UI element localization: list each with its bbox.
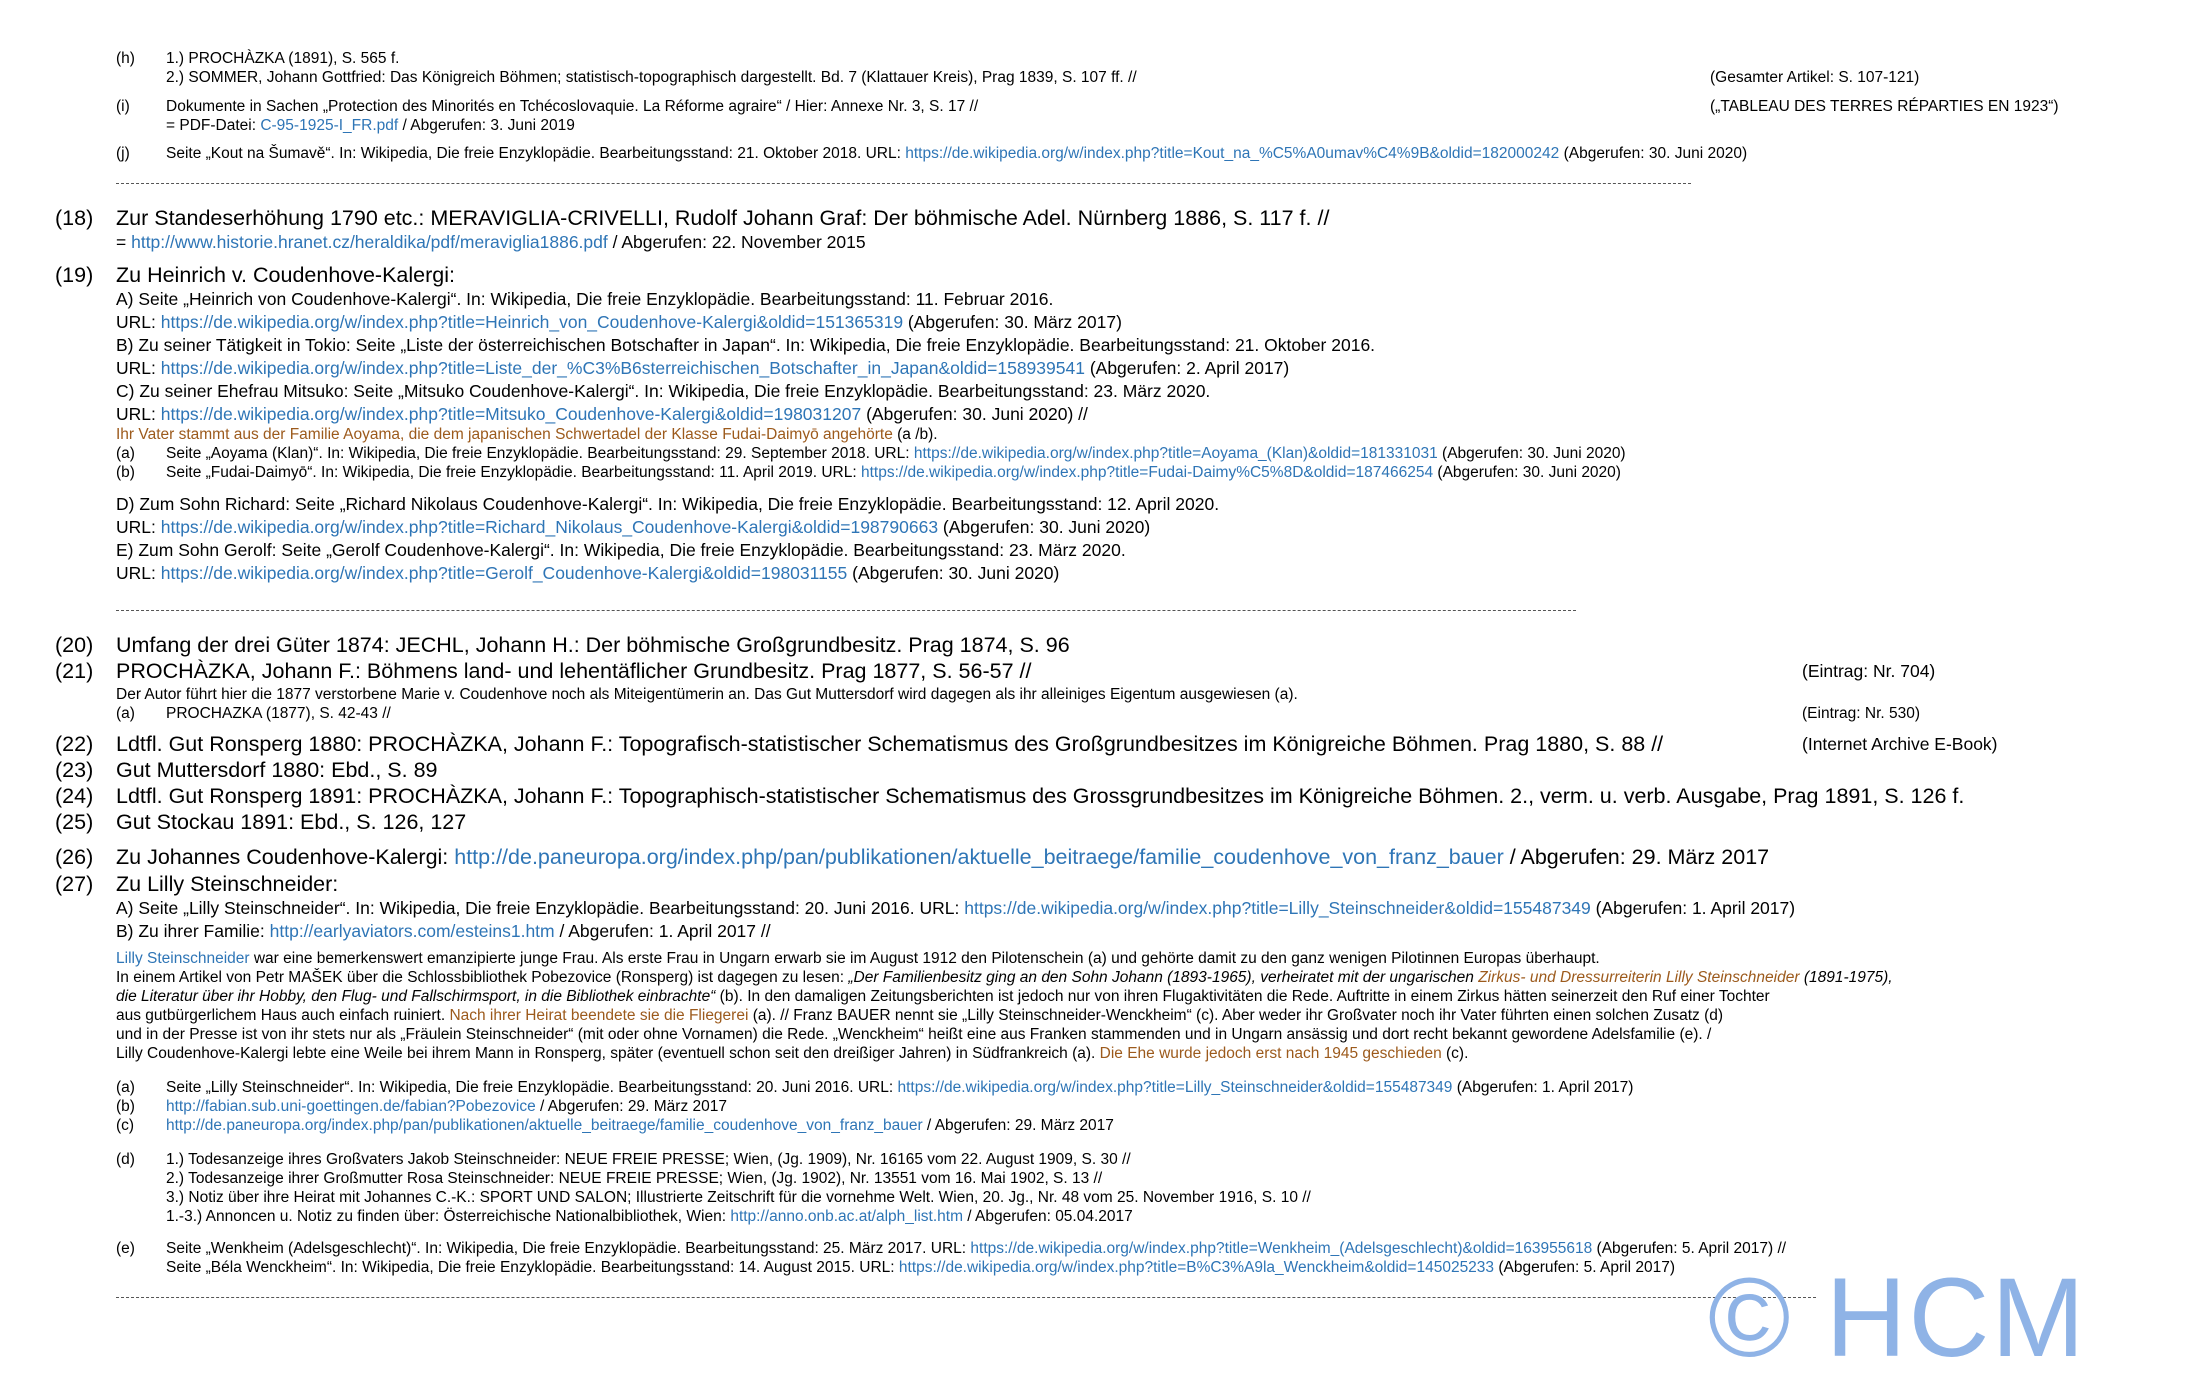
note-27-e-line-2: Seite „Béla Wenckheim“. In: Wikipedia, Die freie Enzyklopädie. Bearbeitungsstand: 14. August 2015. URL: https://de.wikipedia.org/w/index.php?title=B%C3%A9la_Wenckheim&oldid=145025233 (Abgerufen: 5. April 2017) <box>166 1259 1675 1276</box>
note-j-line: Seite „Kout na Šumavě“. In: Wikipedia, Die freie Enzyklopädie. Bearbeitungsstand: 21. Oktober 2018. URL: https://de.wikipedia.org/w/index.php?title=Kout_na_%C5%A0umav%C4%9B&oldid=182000242 (Abgerufen: 30. Juni 2020) <box>166 145 1748 162</box>
pdf-link[interactable]: C-95-1925-I_FR.pdf <box>260 117 399 134</box>
note-27-label-d: (d) <box>116 1151 135 1168</box>
entry-22-text: Ldtfl. Gut Ronsperg 1880: PROCHÀZKA, Johann F.: Topografisch-statistischer Schematismus des Großgrundbesitzes im Königreiche Böhmen. Prag 1880, S. 88 // <box>116 732 1664 756</box>
entry-num-27: (27) <box>55 872 94 896</box>
entry-num-20: (20) <box>55 633 94 657</box>
wiki-link-bela[interactable]: https://de.wikipedia.org/w/index.php?title=B%C3%A9la_Wenckheim&oldid=145025233 <box>898 1259 1495 1276</box>
wiki-link-mitsuko[interactable]: https://de.wikipedia.org/w/index.php?title=Mitsuko_Coudenhove-Kalergi&oldid=198031207 <box>160 404 862 424</box>
entry-19-c-line-2: URL: https://de.wikipedia.org/w/index.php?title=Mitsuko_Coudenhove-Kalergi&oldid=198031207 (Abgerufen: 30. Juni 2020) // <box>116 404 1088 424</box>
note-27-d-line-4: 1.-3.) Annoncen u. Notiz zu finden über: Österreichische Nationalbibliothek, Wien: http://anno.onb.ac.at/alph_list.htm / Abgerufen: 05.04.2017 <box>166 1208 1133 1225</box>
entry-21-right: (Eintrag: Nr. 704) <box>1802 661 1936 681</box>
entry-19-title: Zu Heinrich v. Coudenhove-Kalergi: <box>116 263 455 287</box>
note-21-a: PROCHAZKA (1877), S. 42-43 // <box>166 705 391 722</box>
entry-19-a-line-2: URL: https://de.wikipedia.org/w/index.php?title=Heinrich_von_Coudenhove-Kalergi&oldid=151365319 (Abgerufen: 30. März 2017) <box>116 312 1122 332</box>
wiki-link-heinrich[interactable]: https://de.wikipedia.org/w/index.php?title=Heinrich_von_Coudenhove-Kalergi&oldid=151365319 <box>160 312 904 332</box>
entry-num-21: (21) <box>55 659 94 683</box>
note-i-line-2: = PDF-Datei: C-95-1925-I_FR.pdf / Abgerufen: 3. Juni 2019 <box>166 117 575 134</box>
entry-27-para-2: In einem Artikel von Petr MAŠEK über die Schlossbibliothek Pobezovice (Ronsperg) ist dagegen zu lesen: „Der Familienbesitz ging an den Sohn Johann (1893-1965), verheiratet mit der ungarischen Zirkus- und Dressurreiterin Lilly Steinschneider (1891-1975), <box>116 969 1893 986</box>
entry-18-text: Zur Standeserhöhung 1790 etc.: MERAVIGLIA-CRIVELLI, Rudolf Johann Graf: Der böhmische Adel. Nürnberg 1886, S. 117 f. // <box>116 206 1330 230</box>
entry-num-24: (24) <box>55 784 94 808</box>
note-19-label-a: (a) <box>116 445 135 462</box>
note-19-label-b: (b) <box>116 464 135 481</box>
historie-link[interactable]: http://www.historie.hranet.cz/heraldika/pdf/meraviglia1886.pdf <box>131 232 608 252</box>
note-27-label-e: (e) <box>116 1240 135 1257</box>
wiki-link-wenkheim[interactable]: https://de.wikipedia.org/w/index.php?title=Wenkheim_(Adelsgeschlecht)&oldid=163955618 <box>970 1240 1593 1257</box>
note-21-a-right: (Eintrag: Nr. 530) <box>1802 705 1921 722</box>
entry-num-19: (19) <box>55 263 94 287</box>
lilly-link[interactable]: Lilly Steinschneider <box>116 950 250 967</box>
entry-21-text: PROCHÀZKA, Johann F.: Böhmens land- und lehentäflicher Grundbesitz. Prag 1877, S. 56-57 // <box>116 659 1032 683</box>
entry-25-text: Gut Stockau 1891: Ebd., S. 126, 127 <box>116 810 467 834</box>
entry-22-right: (Internet Archive E-Book) <box>1802 734 1998 754</box>
entry-21-note: Der Autor führt hier die 1877 verstorbene Marie v. Coudenhove noch als Miteigentümerin an. Das Gut Muttersdorf wird dagegen als ihr alleiniges Eigentum ausgewiesen (a). <box>116 686 1298 703</box>
note-27-a: Seite „Lilly Steinschneider“. In: Wikipedia, Die freie Enzyklopädie. Bearbeitungsstand: 20. Juni 2016. URL: https://de.wikipedia.org/w/index.php?title=Lilly_Steinschneider&oldid=155487349 (Abgerufen: 1. April 2017) <box>166 1079 1634 1096</box>
note-27-d-line-3: 3.) Notiz über ihre Heirat mit Johannes C.-K.: SPORT UND SALON; Illustrierte Zeitschrift für die vornehme Welt. Wien, 20. Jg., Nr. 48 vom 25. November 1916, S. 10 // <box>166 1189 1311 1206</box>
entry-27-b: B) Zu ihrer Familie: http://earlyaviators.com/esteins1.htm / Abgerufen: 1. April 2017 // <box>116 921 771 941</box>
entry-num-18: (18) <box>55 206 94 230</box>
entry-27-para-1: Lilly Steinschneider war eine bemerkenswert emanzipierte junge Frau. Als erste Frau in Ungarn erwarb sie im August 1912 den Pilotenschein (a) und gehörte damit zu den ganz wenigen Pilotinnen Europas überhaupt. <box>116 950 1600 967</box>
fabian-link[interactable]: http://fabian.sub.uni-goettingen.de/fabian?Pobezovice <box>166 1098 536 1115</box>
note-19-a: Seite „Aoyama (Klan)“. In: Wikipedia, Die freie Enzyklopädie. Bearbeitungsstand: 29. September 2018. URL: https://de.wikipedia.org/w/index.php?title=Aoyama_(Klan)&oldid=181331031 (Abgerufen: 30. Juni 2020) <box>166 445 1626 462</box>
entry-23-text: Gut Muttersdorf 1880: Ebd., S. 89 <box>116 758 438 782</box>
entry-19-a-line-1: A) Seite „Heinrich von Coudenhove-Kalergi“. In: Wikipedia, Die freie Enzyklopädie. Bearbeitungsstand: 11. Februar 2016. <box>116 289 1054 309</box>
wiki-link-gerolf[interactable]: https://de.wikipedia.org/w/index.php?title=Gerolf_Coudenhove-Kalergi&oldid=198031155 <box>160 563 848 583</box>
note-label-h: (h) <box>116 50 135 67</box>
entry-19-e-line-1: E) Zum Sohn Gerolf: Seite „Gerolf Coudenhove-Kalergi“. In: Wikipedia, Die freie Enzyklopädie. Bearbeitungsstand: 23. März 2020. <box>116 540 1126 560</box>
copyright-watermark: © HCM <box>1708 1255 2087 1380</box>
note-27-b: http://fabian.sub.uni-goettingen.de/fabian?Pobezovice / Abgerufen: 29. März 2017 <box>166 1098 727 1115</box>
earlyaviators-link[interactable]: http://earlyaviators.com/esteins1.htm <box>269 921 555 941</box>
wiki-link-fudai[interactable]: https://de.wikipedia.org/w/index.php?title=Fudai-Daimy%C5%8D&oldid=187466254 <box>860 464 1434 481</box>
note-27-label-c: (c) <box>116 1117 135 1134</box>
entry-18-source: = http://www.historie.hranet.cz/heraldika/pdf/meraviglia1886.pdf / Abgerufen: 22. November 2015 <box>116 232 866 252</box>
entry-19-c-note: Ihr Vater stammt aus der Familie Aoyama, die dem japanischen Schwertadel der Klasse Fudai-Daimyō angehörte (a /b). <box>116 426 938 443</box>
entry-num-23: (23) <box>55 758 94 782</box>
note-i-line-1: Dokumente in Sachen „Protection des Minorités en Tchécoslovaquie. La Réforme agraire“ / Hier: Annexe Nr. 3, S. 17 // <box>166 98 979 115</box>
paneuropa-link-note[interactable]: http://de.paneuropa.org/index.php/pan/publikationen/aktuelle_beitraege/familie_coudenhove_von_franz_bauer <box>166 1117 923 1134</box>
note-label-j: (j) <box>116 145 130 162</box>
entry-20-text: Umfang der drei Güter 1874: JECHL, Johann H.: Der böhmische Großgrundbesitz. Prag 1874, S. 96 <box>116 633 1070 657</box>
entry-19-b-line-2: URL: https://de.wikipedia.org/w/index.php?title=Liste_der_%C3%B6sterreichischen_Botschafter_in_Japan&oldid=158939541 (Abgerufen: 2. April 2017) <box>116 358 1290 378</box>
note-27-e-line-1: Seite „Wenkheim (Adelsgeschlecht)“. In: Wikipedia, Die freie Enzyklopädie. Bearbeitungsstand: 25. März 2017. URL: https://de.wikipedia.org/w/index.php?title=Wenkheim_(Adelsgeschlecht)&oldid=163955618 (Abgerufen: 5. April 2017) // <box>166 1240 1787 1257</box>
note-h-line-2: 2.) SOMMER, Johann Gottfried: Das Königreich Böhmen; statistisch-topographisch dargestellt. Bd. 7 (Klattauer Kreis), Prag 1839, S. 107 ff. // <box>166 69 1137 86</box>
note-h-line-1: 1.) PROCHÀZKA (1891), S. 565 f. <box>166 50 400 67</box>
entry-19-e-line-2: URL: https://de.wikipedia.org/w/index.php?title=Gerolf_Coudenhove-Kalergi&oldid=198031155 (Abgerufen: 30. Juni 2020) <box>116 563 1060 583</box>
note-27-d-line-1: 1.) Todesanzeige ihres Großvaters Jakob Steinschneider: NEUE FREIE PRESSE; Wien, (Jg. 1909), Nr. 16165 vom 22. August 1909, S. 30 // <box>166 1151 1131 1168</box>
separator <box>116 1297 1816 1298</box>
entry-27-a: A) Seite „Lilly Steinschneider“. In: Wikipedia, Die freie Enzyklopädie. Bearbeitungsstand: 20. Juni 2016. URL: https://de.wikipedia.org/w/index.php?title=Lilly_Steinschneider&oldid=155487349 (Abgerufen: 1. April 2017) <box>116 898 1796 918</box>
entry-27-para-5: und in der Presse ist von ihr stets nur als „Fräulein Steinschneider“ (mit oder ohne Vornamen) die Rede. „Wenckheim“ heißt eine aus Franken stammenden und in Ungarn ansässig und dort recht bekannt gewordene Adelsfamilie (e). / <box>116 1026 1712 1043</box>
separator <box>116 610 1576 611</box>
wiki-link-lilly-note[interactable]: https://de.wikipedia.org/w/index.php?title=Lilly_Steinschneider&oldid=155487349 <box>897 1079 1453 1096</box>
separator <box>116 183 1691 184</box>
anno-link[interactable]: http://anno.onb.ac.at/alph_list.htm <box>730 1208 963 1225</box>
note-27-d-line-2: 2.) Todesanzeige ihrer Großmutter Rosa Steinschneider: NEUE FREIE PRESSE; Wien, (Jg. 1902), Nr. 13551 vom 16. Mai 1902, S. 13 // <box>166 1170 1103 1187</box>
wiki-link-aoyama[interactable]: https://de.wikipedia.org/w/index.php?title=Aoyama_(Klan)&oldid=181331031 <box>913 445 1438 462</box>
note-21-label-a: (a) <box>116 705 135 722</box>
note-i-right: („TABLEAU DES TERRES RÉPARTIES EN 1923“) <box>1710 98 2059 115</box>
note-27-label-b: (b) <box>116 1098 135 1115</box>
entry-num-26: (26) <box>55 845 94 869</box>
entry-num-25: (25) <box>55 810 94 834</box>
wiki-link-kout[interactable]: https://de.wikipedia.org/w/index.php?title=Kout_na_%C5%A0umav%C4%9B&oldid=182000242 <box>905 145 1560 162</box>
note-27-label-a: (a) <box>116 1079 135 1096</box>
entry-26-text: Zu Johannes Coudenhove-Kalergi: http://de.paneuropa.org/index.php/pan/publikationen/aktuelle_beitraege/familie_coudenhove_von_franz_bauer / Abgerufen: 29. März 2017 <box>116 845 1770 869</box>
note-h-right: (Gesamter Artikel: S. 107-121) <box>1710 69 1920 86</box>
entry-27-title: Zu Lilly Steinschneider: <box>116 872 339 896</box>
paneuropa-link[interactable]: http://de.paneuropa.org/index.php/pan/publikationen/aktuelle_beitraege/familie_coudenhove_von_franz_bauer <box>454 845 1504 869</box>
entry-19-d-line-1: D) Zum Sohn Richard: Seite „Richard Nikolaus Coudenhove-Kalergi“. In: Wikipedia, Die freie Enzyklopädie. Bearbeitungsstand: 12. April 2020. <box>116 494 1220 514</box>
entry-num-22: (22) <box>55 732 94 756</box>
entry-19-b-line-1: B) Zu seiner Tätigkeit in Tokio: Seite „Liste der österreichischen Botschafter in Japan“. In: Wikipedia, Die freie Enzyklopädie. Bearbeitungsstand: 21. Oktober 2016. <box>116 335 1376 355</box>
note-27-c: http://de.paneuropa.org/index.php/pan/publikationen/aktuelle_beitraege/familie_coudenhove_von_franz_bauer / Abgerufen: 29. März 2017 <box>166 1117 1114 1134</box>
wiki-link-botschafter[interactable]: https://de.wikipedia.org/w/index.php?title=Liste_der_%C3%B6sterreichischen_Botschafter_in_Japan&oldid=158939541 <box>160 358 1085 378</box>
entry-27-para-6: Lilly Coudenhove-Kalergi lebte eine Weile bei ihrem Mann in Ronsperg, später (eventuell schon seit den dreißiger Jahren) in Südfrankreich (a). Die Ehe wurde jedoch erst nach 1945 geschieden (c). <box>116 1045 1469 1062</box>
entry-27-para-3: die Literatur über ihr Hobby, den Flug- und Fallschirmsport, in die Bibliothek einbrachte“ (b). In den damaligen Zeitungsberichten ist jedoch nur von ihren Flugaktivitäten die Rede. Auftritte in einem Zirkus hätten seinerzeit den Ruf einer Tochter <box>116 988 1770 1005</box>
note-label-i: (i) <box>116 98 130 115</box>
wiki-link-lilly[interactable]: https://de.wikipedia.org/w/index.php?title=Lilly_Steinschneider&oldid=155487349 <box>964 898 1591 918</box>
note-19-b: Seite „Fudai-Daimyō“. In: Wikipedia, Die freie Enzyklopädie. Bearbeitungsstand: 11. April 2019. URL: https://de.wikipedia.org/w/index.php?title=Fudai-Daimy%C5%8D&oldid=187466254 (Abgerufen: 30. Juni 2020) <box>166 464 1621 481</box>
wiki-link-richard[interactable]: https://de.wikipedia.org/w/index.php?title=Richard_Nikolaus_Coudenhove-Kalergi&oldid=198790663 <box>160 517 939 537</box>
entry-19-d-line-2: URL: https://de.wikipedia.org/w/index.php?title=Richard_Nikolaus_Coudenhove-Kalergi&oldid=198790663 (Abgerufen: 30. Juni 2020) <box>116 517 1151 537</box>
entry-27-para-4: aus gutbürgerlichem Haus auch einfach ruiniert. Nach ihrer Heirat beendete sie die Fliegerei (a). // Franz BAUER nennt sie „Lilly Steinschneider-Wenckheim“ (c). Aber weder ihr Großvater noch ihr Vater führten einen solchen Zusatz (d) <box>116 1007 1724 1024</box>
entry-24-text: Ldtfl. Gut Ronsperg 1891: PROCHÀZKA, Johann F.: Topographisch-statistischer Schematismus des Grossgrundbesitzes im Königreiche Böhmen. 2., verm. u. verb. Ausgabe, Prag 1891, S. 126 f. <box>116 784 1965 808</box>
entry-19-c-line-1: C) Zu seiner Ehefrau Mitsuko: Seite „Mitsuko Coudenhove-Kalergi“. In: Wikipedia, Die freie Enzyklopädie. Bearbeitungsstand: 23. März 2020. <box>116 381 1211 401</box>
